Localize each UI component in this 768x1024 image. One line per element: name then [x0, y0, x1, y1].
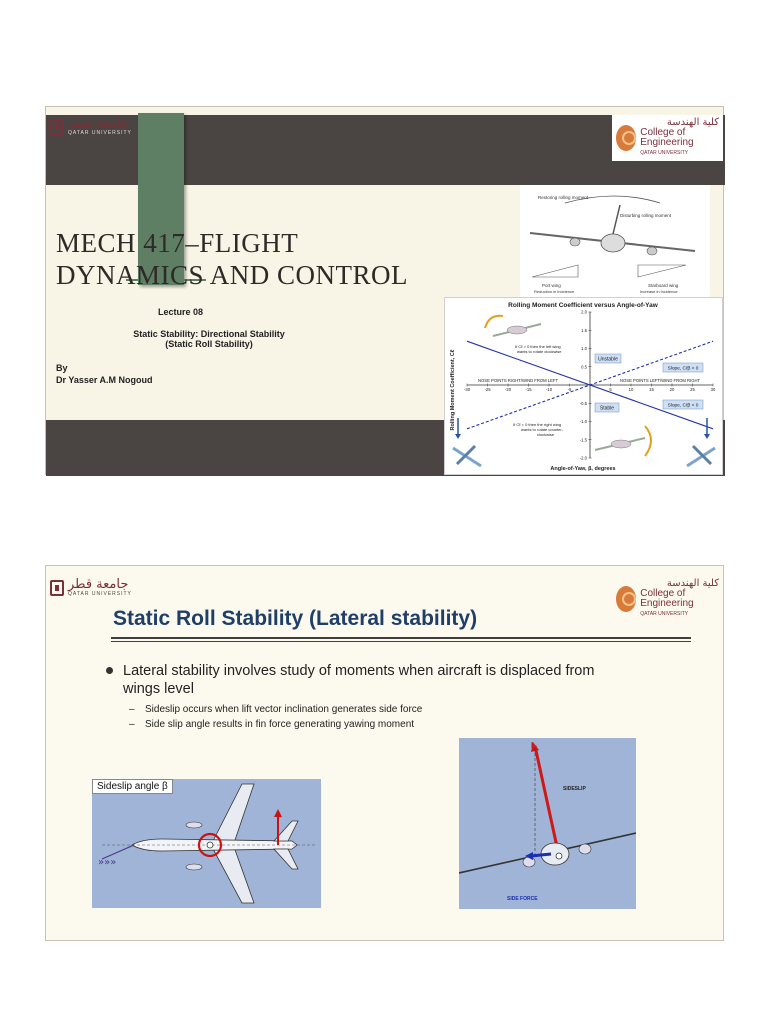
- college-of-engineering-logo: [612, 576, 723, 622]
- note-bottom-line-2: wants to rotate counter-: [521, 427, 564, 432]
- coe-emblem-icon: [616, 125, 636, 151]
- y-tick-label: -1.0: [579, 419, 587, 424]
- roll-moment-aircraft-figure: [520, 185, 710, 297]
- lecture-number: Lecture 08: [158, 307, 204, 317]
- y-tick-label: 0.5: [581, 364, 587, 370]
- author-name: Dr Yasser A.M Nogoud: [56, 375, 153, 385]
- engine-left: [523, 857, 535, 867]
- lift-vector: [535, 746, 559, 856]
- bottom-roll-arrow-icon: [645, 426, 651, 456]
- upper-wing: [212, 784, 254, 843]
- note-top-line-2: wants to rotate clockwise: [517, 349, 562, 354]
- aircraft-fuselage: [601, 234, 625, 252]
- coe-logo-english: College of Engineering: [640, 588, 694, 609]
- lower-wing: [212, 847, 254, 903]
- sideslip-aircraft-diagram: [92, 779, 321, 908]
- college-of-engineering-logo: [612, 115, 723, 161]
- content-slide: [45, 565, 724, 941]
- tail-lower: [274, 849, 298, 869]
- qatar-university-logo: [50, 117, 132, 136]
- note-bottom-line-1: If Cℓ < 0 then the right wing: [513, 422, 562, 427]
- unstable-label: Unstable: [598, 356, 618, 363]
- left-region-label: NOSE POINTS RIGHT/WIND FROM LEFT: [478, 378, 559, 383]
- x-tick-label: -15: [525, 387, 532, 392]
- sub-bullet-1-text: Sideslip occurs when lift vector inclination generates side force: [145, 704, 423, 715]
- chart-y-label: Rolling Moment Coefficient, Cℓ: [450, 349, 456, 431]
- slide-title: Static Roll Stability (Lateral stability): [113, 607, 478, 630]
- engine-right: [579, 844, 591, 854]
- y-tick-label: 2.0: [581, 309, 587, 315]
- note-bottom-line-3: clockwise: [537, 432, 555, 437]
- aircraft-fin: [613, 205, 620, 234]
- coe-logo-english: College of Engineering: [640, 127, 694, 148]
- title-slide: [45, 106, 724, 475]
- right-aircraft-pictogram: [687, 418, 715, 466]
- subtitle-line-1: Static Stability: Directional Stability: [133, 329, 285, 339]
- rolling-moment-chart: [444, 297, 723, 475]
- left-engine: [570, 238, 580, 246]
- sub-bullet-1: – Sideslip occurs when lift vector inclination generates side force: [129, 704, 423, 715]
- lecture-subtitle: [94, 329, 324, 349]
- y-tick-label: 1.5: [581, 327, 587, 333]
- engine-lower: [186, 864, 202, 870]
- port-vector-triangle: [532, 265, 578, 277]
- starboard-wing-sub: Increase in incidence: [640, 289, 678, 294]
- sideslip-angle-figure: [92, 779, 321, 908]
- title-rule-thin: [111, 641, 691, 642]
- chart-x-label: Angle-of-Yaw, β, degrees: [550, 466, 616, 472]
- port-wing-sub: Reduction in incidence: [534, 289, 575, 294]
- rolling-moment-chart-svg: [445, 298, 722, 474]
- left-wind-arrowhead-icon: [455, 434, 461, 439]
- aircraft-front-view-diagram: [520, 185, 710, 297]
- by-label: By: [56, 363, 68, 373]
- qu-emblem-icon: [50, 119, 64, 135]
- fin-force-arrowhead-icon: [274, 809, 282, 817]
- side-force-vector: [531, 854, 551, 856]
- title-line-1: MECH 417–FLIGHT: [56, 228, 299, 258]
- slope-negative-label: Slope, Cℓβ < 0: [667, 403, 699, 409]
- x-tick-label: 30: [710, 387, 716, 392]
- y-tick-label: -1.5: [579, 437, 587, 443]
- starboard-vector-triangle: [638, 265, 686, 277]
- coe-emblem-icon: [616, 586, 636, 612]
- x-tick-label: -30: [463, 387, 471, 392]
- x-tick-label: 15: [649, 387, 654, 392]
- qatar-university-logo: [50, 578, 132, 597]
- disturbing-moment-label: Disturbing rolling moment: [620, 213, 672, 218]
- chart-title: Rolling Moment Coefficient versus Angle-of-Yaw: [508, 302, 658, 309]
- side-force-figure: [459, 738, 636, 909]
- side-force-label: SIDE FORCE: [507, 896, 538, 902]
- slide-title: [56, 227, 476, 291]
- y-tick-label: 1.0: [581, 346, 587, 351]
- right-engine: [647, 247, 657, 255]
- coe-logo-sub: QATAR UNIVERSITY: [640, 611, 689, 617]
- x-tick-label: -10: [545, 387, 553, 392]
- sub-bullet-2: – Side slip angle results in fin force generating yawing moment: [129, 719, 415, 730]
- x-tick-label: 5: [609, 387, 612, 392]
- slope-positive-label: Slope, Cℓβ > 0: [667, 366, 699, 372]
- subtitle-line-2: (Static Roll Stability): [165, 339, 253, 349]
- sideslip-text: SIDESLIP: [563, 786, 586, 792]
- note-top-line-1: If Cℓ > 0 then the left wing: [515, 344, 561, 349]
- coe-logo-arabic: كلية الهندسة: [666, 578, 719, 589]
- cg-symbol-icon: [207, 842, 213, 848]
- x-tick-label: 25: [690, 387, 695, 392]
- title-line-2: DYNAMICS AND CONTROL: [56, 260, 409, 290]
- coe-logo-sub: QATAR UNIVERSITY: [640, 150, 689, 156]
- top-aircraft-body: [507, 326, 527, 334]
- bullet-line-2: wings level: [123, 681, 194, 697]
- bottom-aircraft-pictogram: [595, 426, 651, 456]
- stable-label: Stable: [599, 405, 615, 412]
- qu-logo-arabic: جامعة قطر: [68, 116, 129, 131]
- x-tick-label: 20: [669, 387, 675, 392]
- qu-logo-english: QATAR UNIVERSITY: [68, 130, 132, 136]
- title-rule: [111, 637, 691, 639]
- x-tick-label: -5: [567, 387, 572, 392]
- bullet-dot-icon: [106, 667, 113, 674]
- right-wind-arrowhead-icon: [704, 434, 710, 439]
- qu-emblem-icon: [50, 580, 64, 596]
- x-tick-label: -25: [484, 387, 491, 392]
- port-wing-label: Port wing: [542, 283, 561, 288]
- bottom-aircraft-body: [611, 440, 631, 448]
- top-roll-arrow-icon: [485, 316, 503, 328]
- engine-upper: [186, 822, 202, 828]
- cg-symbol-icon: [556, 853, 562, 859]
- right-region-label: NOSE POINTS LEFT/WIND FROM RIGHT: [620, 378, 701, 383]
- qu-logo-english: QATAR UNIVERSITY: [68, 591, 132, 597]
- starboard-wing-label: Starboard wing: [648, 283, 679, 288]
- side-force-diagram: [459, 738, 636, 909]
- y-tick-label: -0.5: [579, 400, 587, 406]
- x-tick-label: 10: [628, 387, 634, 392]
- wind-chevrons-icon: »»»: [98, 857, 117, 868]
- qu-logo-arabic: جامعة قطر: [68, 577, 129, 592]
- lift-label: L: [531, 741, 536, 750]
- y-tick-label: -2.0: [579, 455, 587, 461]
- top-aircraft-pictogram: [485, 316, 541, 336]
- restoring-moment-label: Restoring rolling moment: [538, 195, 589, 200]
- sub-bullet-2-text: Side slip angle results in fin force generating yawing moment: [145, 719, 415, 730]
- sideslip-angle-label: Sideslip angle β: [92, 779, 173, 794]
- main-bullet: [106, 662, 706, 698]
- bullet-line-1: Lateral stability involves study of moments when aircraft is displaced from: [123, 663, 595, 679]
- coe-logo-arabic: كلية الهندسة: [666, 117, 719, 128]
- x-tick-label: -20: [504, 387, 512, 392]
